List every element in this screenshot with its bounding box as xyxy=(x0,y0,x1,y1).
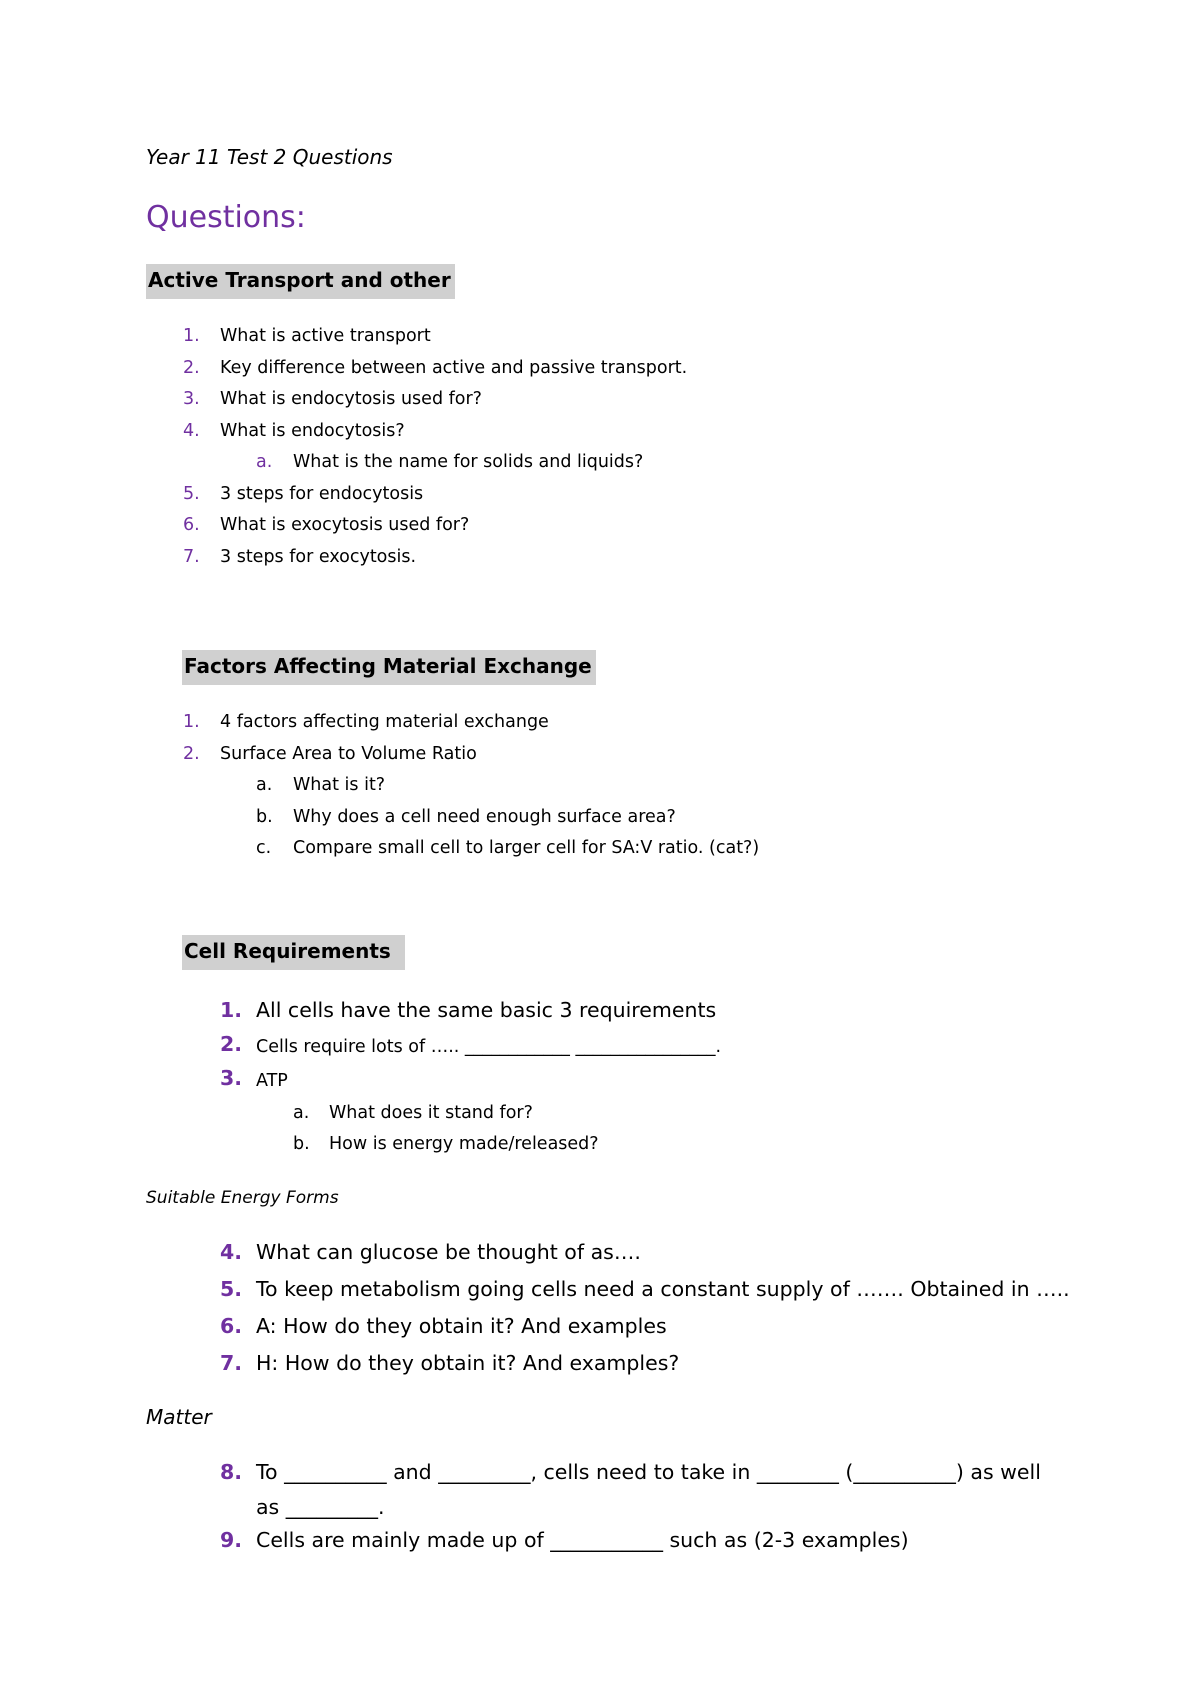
item-number: 4. xyxy=(183,421,200,441)
item-text: 4 factors affecting material exchange xyxy=(220,712,549,732)
item-text: ATP xyxy=(256,1071,288,1091)
questions-heading: Questions: xyxy=(146,200,306,235)
item-text: To __________ and _________, cells need to take in ________ (__________) as well xyxy=(256,1460,1041,1484)
section-title-cell-requirements: Cell Requirements xyxy=(182,935,405,970)
item-text: Surface Area to Volume Ratio xyxy=(220,744,477,764)
item-number: 3. xyxy=(220,1066,243,1090)
item-number: 2. xyxy=(183,358,200,378)
item-number: 6. xyxy=(183,515,200,535)
item-text: All cells have the same basic 3 requirements xyxy=(256,998,717,1022)
item-text: What is endocytosis? xyxy=(220,421,405,441)
item-number: c. xyxy=(256,838,272,858)
item-number: 5. xyxy=(183,484,200,504)
item-text: How is energy made/released? xyxy=(329,1134,599,1154)
item-number: a. xyxy=(256,452,273,472)
item-number: 7. xyxy=(220,1351,243,1375)
item-number: a. xyxy=(293,1103,310,1123)
item-text: What can glucose be thought of as…. xyxy=(256,1240,641,1264)
item-text: 3 steps for endocytosis xyxy=(220,484,424,504)
suitable-energy-forms-label: Suitable Energy Forms xyxy=(146,1188,339,1208)
item-text: What is active transport xyxy=(220,326,431,346)
item-number: 3. xyxy=(183,389,200,409)
item-text: What is exocytosis used for? xyxy=(220,515,470,535)
item-number: 6. xyxy=(220,1314,243,1338)
item-text: as _________. xyxy=(256,1495,385,1519)
item-text: Key difference between active and passive transport. xyxy=(220,358,688,378)
item-number: 8. xyxy=(220,1460,243,1484)
item-number: a. xyxy=(256,775,273,795)
item-text: Why does a cell need enough surface area? xyxy=(293,807,676,827)
section-title-active-transport: Active Transport and other xyxy=(146,264,455,299)
item-text: Compare small cell to larger cell for SA:V ratio. (cat?) xyxy=(293,838,760,858)
item-text: To keep metabolism going cells need a constant supply of ……. Obtained in ….. xyxy=(256,1277,1070,1301)
item-text: Cells require lots of ….. ____________ ________________. xyxy=(256,1037,722,1057)
item-text: H: How do they obtain it? And examples? xyxy=(256,1351,680,1375)
item-number: 2. xyxy=(220,1032,243,1056)
item-text: A: How do they obtain it? And examples xyxy=(256,1314,667,1338)
item-number: 2. xyxy=(183,744,200,764)
item-text: What is it? xyxy=(293,775,386,795)
item-number: b. xyxy=(293,1134,310,1154)
item-number: 9. xyxy=(220,1528,243,1552)
item-text: What is the name for solids and liquids? xyxy=(293,452,644,472)
item-text: What does it stand for? xyxy=(329,1103,533,1123)
matter-label: Matter xyxy=(146,1405,212,1429)
item-number: 7. xyxy=(183,547,200,567)
item-number: 5. xyxy=(220,1277,243,1301)
item-number: b. xyxy=(256,807,273,827)
item-number: 1. xyxy=(183,712,200,732)
item-text: Cells are mainly made up of ___________ such as (2-3 examples) xyxy=(256,1528,909,1552)
item-number: 1. xyxy=(220,998,243,1022)
item-number: 4. xyxy=(220,1240,243,1264)
section-title-material-exchange: Factors Affecting Material Exchange xyxy=(182,650,596,685)
item-number: 1. xyxy=(183,326,200,346)
item-text: What is endocytosis used for? xyxy=(220,389,482,409)
item-text: 3 steps for exocytosis. xyxy=(220,547,417,567)
document-subtitle: Year 11 Test 2 Questions xyxy=(146,145,393,169)
